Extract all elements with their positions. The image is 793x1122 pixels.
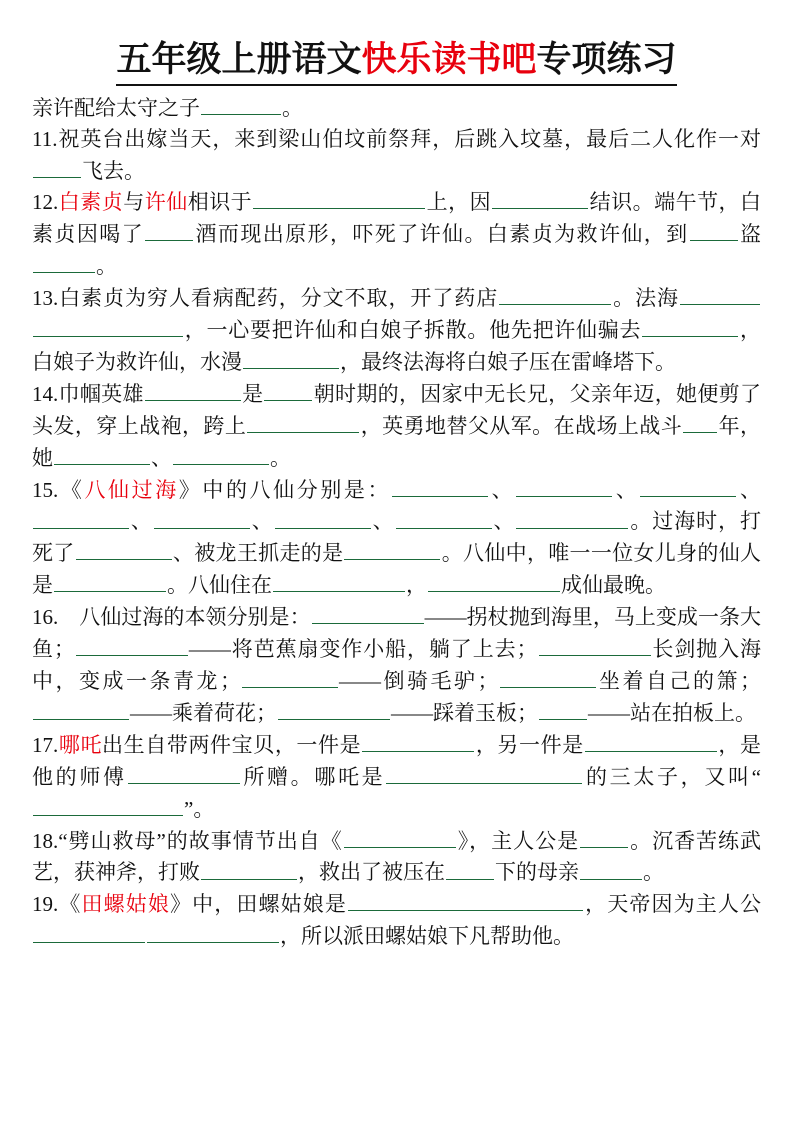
separator: ， (406, 573, 427, 598)
question-17 (32, 729, 761, 825)
question-text: 上，因 (426, 190, 492, 215)
question-text: ，是他的师傅 (32, 732, 762, 789)
question-number: 19.《 (32, 892, 82, 917)
blank-field[interactable] (145, 218, 193, 241)
question-text: ——乘着荷花； (130, 700, 277, 725)
question-text: 与 (123, 190, 145, 215)
blank-field[interactable] (492, 186, 588, 209)
question-text: ，所以派田螺姑娘下凡帮助他。 (280, 924, 574, 949)
question-text: 所赠。哪吒是 (240, 764, 386, 789)
blank-field[interactable] (173, 442, 269, 465)
blank-field[interactable] (539, 697, 587, 720)
worksheet-body (32, 92, 761, 952)
blank-field[interactable] (516, 505, 628, 528)
question-number: 15.《 (32, 477, 85, 502)
blank-field[interactable] (344, 825, 456, 848)
question-text: 11.祝英台出嫁当天，来到梁山伯坟前祭拜，后跳入坟墓，最后二人化作一对 (32, 126, 761, 151)
question-text: 长剑抛入海中，变成一条青龙； (32, 637, 762, 694)
question-text: ，白娘子为救许仙，水漫 (32, 318, 762, 374)
question-text: ，最终法海将白娘子压在雷峰塔下。 (340, 350, 676, 374)
question-text: 的三太子，又叫“ (583, 764, 761, 789)
question-text: 盗 (738, 222, 762, 247)
separator: 、 (371, 509, 395, 534)
blank-field[interactable] (154, 505, 250, 528)
page-title (32, 38, 761, 86)
blank-field[interactable] (33, 793, 183, 816)
question-text: 结识。端午节，白素贞因喝了 (32, 190, 762, 247)
question-text: 。过海时，打死了 (32, 509, 762, 566)
title-highlight: 快乐读书吧 (361, 40, 537, 79)
separator: 、 (737, 477, 762, 502)
blank-field[interactable] (201, 92, 281, 115)
blank-field[interactable] (145, 378, 241, 401)
blank-field[interactable] (392, 474, 488, 497)
separator: 、 (492, 509, 516, 534)
separator: 、 (613, 477, 640, 502)
question-text: 成仙最晚。 (561, 573, 666, 598)
blank-field[interactable] (264, 378, 312, 401)
blank-field[interactable] (580, 856, 642, 879)
question-11 (32, 124, 761, 187)
blank-field[interactable] (312, 601, 424, 624)
question-text: 下的母亲 (495, 860, 579, 885)
line-text: 亲许配给太守之子 (32, 95, 200, 120)
blank-field[interactable] (33, 155, 81, 178)
blank-field[interactable] (201, 856, 297, 879)
separator: 、 (489, 477, 516, 502)
question-text: 是 (241, 381, 264, 406)
highlight-term: 田螺姑娘 (81, 892, 170, 917)
question-text: ——拐杖抛到海里，马上变成一条大鱼； (32, 605, 762, 662)
question-text: 相识于 (187, 190, 253, 215)
title-part1: 五年级上册语文 (116, 40, 362, 79)
question-text: 。八仙住在 (167, 573, 272, 598)
blank-field[interactable] (278, 697, 390, 720)
blank-field[interactable] (33, 697, 129, 720)
blank-field[interactable] (253, 186, 425, 209)
highlight-term: 白素贞 (58, 190, 124, 215)
line-text: 。 (282, 95, 303, 120)
question-text: ”。 (184, 796, 215, 821)
question-text: 年，她 (32, 413, 762, 470)
blank-field[interactable] (585, 729, 717, 752)
highlight-term: 哪吒 (58, 732, 103, 757)
question-14 (32, 378, 761, 474)
blank-field[interactable] (76, 537, 172, 560)
blank-field[interactable] (683, 410, 717, 433)
question-text: ——踩着玉板； (391, 700, 538, 725)
question-text: 》，主人公是 (456, 828, 580, 853)
blank-field[interactable] (516, 474, 612, 497)
question-text: 、被龙王抓走的是 (172, 541, 344, 566)
question-text: 。 (270, 445, 291, 470)
question-text: 坐着自己的箫； (596, 669, 761, 694)
question-text: ——倒骑毛驴； (339, 669, 499, 694)
question-text: 。沉香苦练武艺，获神斧，打败 (32, 828, 762, 885)
blank-field[interactable] (640, 474, 736, 497)
blank-field[interactable] (242, 665, 338, 688)
question-text: 》中的八仙分别是： (178, 477, 392, 502)
blank-field[interactable] (690, 218, 738, 241)
question-text: ，另一件是 (475, 732, 584, 757)
blank-field[interactable] (344, 537, 440, 560)
blank-field[interactable] (33, 250, 95, 273)
question-15 (32, 474, 761, 602)
blank-field[interactable] (33, 505, 129, 528)
question-text: 。 (643, 860, 664, 885)
question-16 (32, 601, 761, 729)
question-text: 。法海 (612, 286, 680, 311)
line-continuation (32, 92, 761, 124)
question-text: 14.巾帼英雄 (32, 381, 144, 406)
question-number: 17. (32, 732, 59, 757)
question-text: 出生自带两件宝贝，一件是 (102, 732, 362, 757)
blank-field[interactable] (348, 888, 583, 911)
question-text: 。 (96, 254, 117, 279)
question-text: 》中，田螺姑娘是 (170, 892, 347, 917)
blank-field[interactable] (128, 761, 240, 784)
question-text: ，天帝因为主人公 (584, 892, 761, 917)
question-13 (32, 282, 761, 378)
question-text: 飞去。 (82, 158, 145, 183)
blank-field[interactable] (275, 505, 371, 528)
question-text: ，一心要把许仙和白娘子拆散。他先把许仙骗去 (184, 318, 642, 343)
highlight-term: 许仙 (144, 190, 188, 215)
blank-field[interactable] (428, 569, 560, 592)
blank-field[interactable] (396, 505, 492, 528)
question-text: ——将芭蕉扇变作小船，躺了上去； (188, 637, 538, 662)
question-text: 酒而现出原形，吓死了许仙。白素贞为救许仙，到 (194, 222, 689, 247)
title-part2: 专项练习 (536, 40, 677, 79)
blank-field[interactable] (33, 314, 183, 337)
separator: 、 (130, 509, 153, 534)
title-text (116, 38, 676, 86)
blank-field[interactable] (446, 856, 494, 879)
question-19 (32, 888, 761, 952)
question-text: ——站在拍板上。 (588, 700, 756, 725)
question-number: 12. (32, 190, 59, 215)
blank-field[interactable] (642, 314, 738, 337)
blank-field[interactable] (680, 282, 760, 305)
blank-field[interactable] (499, 282, 611, 305)
blank-field[interactable] (500, 665, 596, 688)
question-text: ，英勇地替父从军。在战场上战斗 (360, 413, 683, 438)
question-text: 。八仙中，唯一一位女儿身的仙人是 (32, 541, 762, 598)
question-text: ，救出了被压在 (298, 860, 445, 885)
separator: 、 (250, 509, 274, 534)
blank-field[interactable] (362, 729, 474, 752)
question-text: 18.“劈山救母”的故事情节出自《 (32, 828, 343, 853)
blank-field[interactable] (539, 633, 651, 656)
blank-field[interactable] (76, 633, 188, 656)
blank-field[interactable] (580, 825, 628, 848)
blank-field[interactable] (54, 442, 150, 465)
question-18 (32, 825, 761, 889)
question-text: 、 (151, 445, 172, 470)
blank-field[interactable] (247, 410, 359, 433)
blank-field[interactable] (147, 920, 279, 943)
question-text: 16. 八仙过海的本领分别是： (32, 605, 311, 630)
blank-field[interactable] (243, 346, 339, 369)
question-12 (32, 186, 761, 282)
question-text: 朝时期的，因家中无长兄，父亲年迈，她便剪了头发，穿上战袍，跨上 (32, 381, 761, 438)
blank-field[interactable] (273, 569, 405, 592)
blank-field[interactable] (33, 920, 145, 943)
highlight-term: 八仙过海 (84, 477, 179, 502)
blank-field[interactable] (386, 761, 582, 784)
question-text: 13.白素贞为穷人看病配药，分文不取，开了药店 (32, 286, 499, 311)
blank-field[interactable] (54, 569, 166, 592)
